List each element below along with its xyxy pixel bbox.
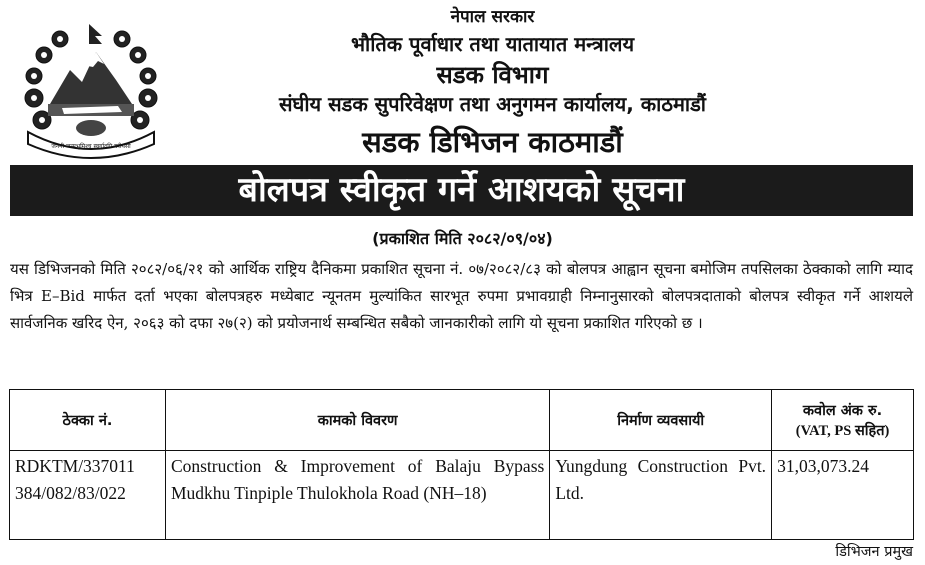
emblem-motto: जननी जन्मभूमिश्च स्वर्गादपि गरीयसी [51, 143, 131, 150]
table-header-row [10, 390, 914, 451]
col-header-contractor: निर्माण व्यवसायी [550, 390, 772, 451]
cell-description: Construction & Improvement of Balaju Bypass Mudkhu Tinpiple Thulokhola Road (NH–18) [165, 451, 549, 540]
cell-bid-amount: 31,03,073.24 [772, 451, 914, 540]
header-division: सडक डिभिजन काठमाडौं [362, 125, 623, 159]
notice-title-banner: बोलपत्र स्वीकृत गर्ने आशयको सूचना [10, 165, 913, 216]
cell-contractor: Yungdung Construction Pvt. Ltd. [550, 451, 772, 540]
col-header-contract-no: ठेक्का नं. [10, 390, 166, 451]
header-department: सडक विभाग [436, 61, 549, 89]
cell-contract-no: RDKTM/337011 384/082/83/022 [10, 451, 166, 540]
bid-amount-label: कवोल अंक रु. [802, 403, 883, 419]
header-office: संघीय सडक सुपरिवेक्षण तथा अनुगमन कार्यालय, काठमाडौं [279, 92, 706, 116]
signature-division-chief: डिभिजन प्रमुख [835, 544, 913, 560]
col-header-description: कामको विवरण [165, 390, 549, 451]
col-header-bid-amount [772, 390, 914, 451]
header-ministry: भौतिक पूर्वाधार तथा यातायात मन्त्रालय [350, 32, 635, 56]
contract-table [9, 389, 914, 540]
publication-date: (प्रकाशित मिति २०८२/०९/०४) [372, 229, 553, 248]
notice-paragraph: यस डिभिजनको मिति २०८२/०६/२१ को आर्थिक राष्ट्रिय दैनिकमा प्रकाशित सूचना नं. ०७/२०८२/८३ को बोलपत्र आह्वान सूचना बमोजिम तपसिलका ठेक्काको लागि म्याद भित्र E–Bid मार्फत दर्ता भएका बोलपत्रहरु मध्येबाट न्यूनतम मुल्यांकित सारभूत रुपमा प्रभावग्राही निम्नानुसारको बोलपत्रदाताको बोलपत्र स्वीकृत गर्ने आशयले सार्वजनिक खरिद ऐन, २०६३ को दफा २७(२) को प्रयोजनार्थ सम्बन्धित सबैको जानकारीको लागि यो सूचना प्रकाशित गरिएको छ । [10, 260, 913, 332]
header-government: नेपाल सरकार [450, 7, 535, 27]
table-row [10, 451, 914, 540]
bid-amount-note: (VAT, PS सहित) [795, 423, 890, 439]
